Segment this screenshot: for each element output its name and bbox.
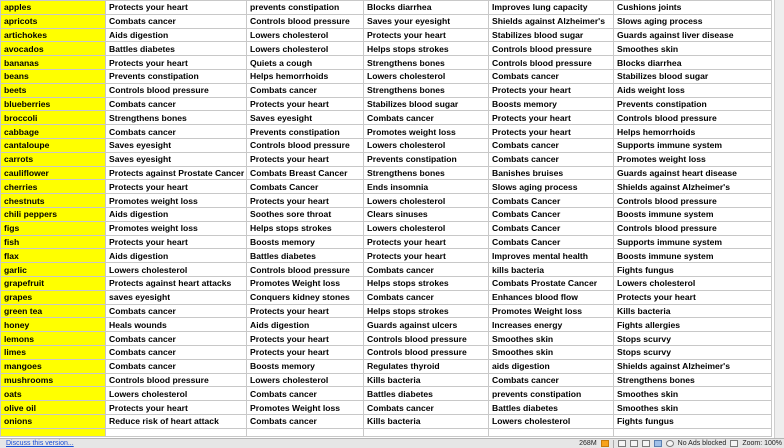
benefit-cell[interactable]: Strengthens bones bbox=[364, 166, 489, 180]
benefit-cell[interactable]: Guards against heart disease bbox=[614, 166, 772, 180]
benefit-cell[interactable]: Ends insomnia bbox=[364, 180, 489, 194]
zoom-level[interactable]: Zoom: 100% bbox=[742, 440, 782, 447]
benefit-cell[interactable]: Reduce risk of heart attack bbox=[106, 414, 247, 428]
benefit-cell[interactable]: Protects your heart bbox=[247, 304, 364, 318]
benefit-cell[interactable]: Saves eyesight bbox=[106, 138, 247, 152]
table-row bbox=[1, 359, 772, 373]
food-cell[interactable]: beets bbox=[1, 83, 106, 97]
benefit-cell[interactable]: Lowers cholesterol bbox=[247, 28, 364, 42]
benefit-cell[interactable]: Lowers cholesterol bbox=[364, 221, 489, 235]
food-cell[interactable]: honey bbox=[1, 318, 106, 332]
discuss-link[interactable]: Discuss this version... bbox=[6, 440, 74, 447]
table-row bbox=[1, 221, 772, 235]
benefit-cell[interactable]: Protects your heart bbox=[106, 235, 247, 249]
table-row bbox=[1, 249, 772, 263]
benefit-cell[interactable]: Protects your heart bbox=[247, 332, 364, 346]
food-cell[interactable]: onions bbox=[1, 414, 106, 428]
benefit-cell[interactable]: Controls blood pressure bbox=[489, 56, 614, 70]
benefit-cell[interactable]: Promotes Weight loss bbox=[247, 401, 364, 415]
table-row bbox=[1, 263, 772, 277]
benefit-cell[interactable]: Smoothes skin bbox=[614, 387, 772, 401]
benefit-cell[interactable]: Protects your heart bbox=[106, 1, 247, 15]
benefit-cell[interactable]: Stabilizes blood sugar bbox=[489, 28, 614, 42]
food-cell[interactable]: limes bbox=[1, 345, 106, 359]
benefit-cell[interactable]: Combats cancer bbox=[364, 401, 489, 415]
benefit-cell[interactable]: Controls blood pressure bbox=[614, 194, 772, 208]
food-cell[interactable]: chili peppers bbox=[1, 207, 106, 221]
food-cell[interactable]: fish bbox=[1, 235, 106, 249]
food-cell[interactable]: grapes bbox=[1, 290, 106, 304]
benefit-cell[interactable]: Combats cancer bbox=[489, 373, 614, 387]
benefit-cell[interactable]: Aids digestion bbox=[106, 207, 247, 221]
table-row bbox=[1, 97, 772, 111]
table-row bbox=[1, 111, 772, 125]
benefit-cell[interactable]: Protects your heart bbox=[247, 194, 364, 208]
benefit-cell[interactable]: Regulates thyroid bbox=[364, 359, 489, 373]
benefit-cell[interactable]: Promotes weight loss bbox=[106, 194, 247, 208]
benefit-cell[interactable]: Increases energy bbox=[489, 318, 614, 332]
benefit-cell[interactable]: Fights allergies bbox=[614, 318, 772, 332]
empty-row bbox=[1, 428, 772, 436]
benefit-cell[interactable]: Combats cancer bbox=[106, 359, 247, 373]
table-row bbox=[1, 69, 772, 83]
benefit-cell[interactable]: Fights fungus bbox=[614, 414, 772, 428]
benefit-cell[interactable]: Strengthens bones bbox=[614, 373, 772, 387]
benefit-cell[interactable]: Promotes weight loss bbox=[614, 152, 772, 166]
benefit-cell[interactable]: Combats cancer bbox=[489, 152, 614, 166]
benefit-cell[interactable]: Lowers cholesterol bbox=[364, 69, 489, 83]
benefit-cell[interactable]: Controls blood pressure bbox=[364, 345, 489, 359]
benefit-cell[interactable]: Smoothes skin bbox=[489, 332, 614, 346]
benefit-cell[interactable]: Combats Cancer bbox=[489, 221, 614, 235]
benefit-cell[interactable]: Smoothes skin bbox=[614, 42, 772, 56]
food-cell[interactable]: flax bbox=[1, 249, 106, 263]
food-cell[interactable]: mushrooms bbox=[1, 373, 106, 387]
benefit-cell[interactable]: Boosts memory bbox=[247, 235, 364, 249]
benefit-cell[interactable]: Combats cancer bbox=[247, 414, 364, 428]
benefit-cell[interactable]: Protects your heart bbox=[247, 152, 364, 166]
food-cell[interactable]: cherries bbox=[1, 180, 106, 194]
benefit-cell[interactable]: Shields against Alzheimer's bbox=[489, 14, 614, 28]
table-row bbox=[1, 345, 772, 359]
benefit-cell[interactable]: Controls blood pressure bbox=[614, 221, 772, 235]
table-row bbox=[1, 42, 772, 56]
table-row bbox=[1, 166, 772, 180]
benefit-cell[interactable]: Boosts immune system bbox=[614, 249, 772, 263]
benefit-cell[interactable]: Protects your heart bbox=[489, 125, 614, 139]
benefit-cell[interactable]: prevents constipation bbox=[247, 1, 364, 15]
benefit-cell[interactable]: Prevents constipation bbox=[364, 152, 489, 166]
food-cell[interactable]: cauliflower bbox=[1, 166, 106, 180]
benefit-cell[interactable]: Lowers cholesterol bbox=[614, 276, 772, 290]
benefit-cell[interactable]: Controls blood pressure bbox=[489, 42, 614, 56]
benefit-cell[interactable]: Battles diabetes bbox=[489, 401, 614, 415]
benefit-cell[interactable]: Battles diabetes bbox=[247, 249, 364, 263]
benefit-cell[interactable]: Shields against Alzheimer's bbox=[614, 359, 772, 373]
benefit-cell[interactable]: Protects your heart bbox=[489, 111, 614, 125]
food-cell[interactable]: lemons bbox=[1, 332, 106, 346]
benefit-cell[interactable]: Strengthens bones bbox=[364, 56, 489, 70]
benefit-cell[interactable]: Controls blood pressure bbox=[247, 263, 364, 277]
benefit-cell[interactable]: Aids digestion bbox=[106, 249, 247, 263]
table-row bbox=[1, 152, 772, 166]
table-row bbox=[1, 28, 772, 42]
benefit-cell[interactable]: Controls blood pressure bbox=[247, 138, 364, 152]
benefit-cell[interactable]: Helps stops strokes bbox=[364, 42, 489, 56]
benefit-cell[interactable]: Combats cancer bbox=[247, 83, 364, 97]
benefit-cell[interactable]: Helps stops strokes bbox=[364, 304, 489, 318]
benefit-cell[interactable]: Slows aging process bbox=[614, 14, 772, 28]
benefit-cell[interactable]: Combats Cancer bbox=[489, 207, 614, 221]
empty-cell[interactable] bbox=[247, 428, 364, 436]
food-cell[interactable]: green tea bbox=[1, 304, 106, 318]
benefit-cell[interactable]: Controls blood pressure bbox=[106, 83, 247, 97]
benefit-cell[interactable]: Combats cancer bbox=[106, 332, 247, 346]
benefit-cell[interactable]: Protects your heart bbox=[614, 290, 772, 304]
benefit-cell[interactable]: Protects your heart bbox=[106, 401, 247, 415]
divider bbox=[613, 440, 614, 448]
benefit-cell[interactable]: Clears sinuses bbox=[364, 207, 489, 221]
benefit-cell[interactable]: Controls blood pressure bbox=[364, 332, 489, 346]
benefit-cell[interactable]: Guards against liver disease bbox=[614, 28, 772, 42]
benefit-cell[interactable]: Boosts immune system bbox=[614, 207, 772, 221]
benefit-cell[interactable]: Protects your heart bbox=[364, 28, 489, 42]
benefit-cell[interactable]: Controls blood pressure bbox=[247, 14, 364, 28]
benefit-cell[interactable]: Guards against ulcers bbox=[364, 318, 489, 332]
benefit-cell[interactable]: Lowers cholesterol bbox=[489, 414, 614, 428]
benefit-cell[interactable]: Boosts memory bbox=[489, 97, 614, 111]
table-row bbox=[1, 1, 772, 15]
benefit-cell[interactable]: Prevents constipation bbox=[614, 97, 772, 111]
window-icon[interactable] bbox=[618, 440, 626, 447]
vertical-scrollbar[interactable] bbox=[774, 0, 784, 438]
benefit-cell[interactable]: Protects your heart bbox=[247, 345, 364, 359]
empty-cell[interactable] bbox=[614, 428, 772, 436]
benefit-cell[interactable]: Combats Cancer bbox=[247, 180, 364, 194]
table-row bbox=[1, 290, 772, 304]
food-cell[interactable]: garlic bbox=[1, 263, 106, 277]
benefit-cell[interactable]: Blocks diarrhea bbox=[614, 56, 772, 70]
benefit-cell[interactable]: Protects your heart bbox=[489, 83, 614, 97]
benefit-cell[interactable]: Combats cancer bbox=[247, 387, 364, 401]
benefit-cell[interactable]: Battles diabetes bbox=[106, 42, 247, 56]
benefit-cell[interactable]: Lowers cholesterol bbox=[364, 194, 489, 208]
benefit-cell[interactable]: Shields against Alzheimer's bbox=[614, 180, 772, 194]
benefit-cell[interactable]: Protects your heart bbox=[106, 180, 247, 194]
benefit-cell[interactable]: aids digestion bbox=[489, 359, 614, 373]
benefit-cell[interactable]: Helps stops strokes bbox=[364, 276, 489, 290]
table-row bbox=[1, 235, 772, 249]
empty-cell[interactable] bbox=[364, 428, 489, 436]
benefit-cell[interactable]: Combats Cancer bbox=[489, 194, 614, 208]
food-cell[interactable]: grapefruit bbox=[1, 276, 106, 290]
benefit-cell[interactable]: Stabilizes blood sugar bbox=[364, 97, 489, 111]
benefit-cell[interactable]: Promotes Weight loss bbox=[247, 276, 364, 290]
food-cell[interactable]: apples bbox=[1, 1, 106, 15]
benefit-cell[interactable]: Aids weight loss bbox=[614, 83, 772, 97]
benefit-cell[interactable]: Stops scurvy bbox=[614, 332, 772, 346]
benefit-cell[interactable]: Combats cancer bbox=[364, 111, 489, 125]
benefit-cell[interactable]: Helps stops strokes bbox=[247, 221, 364, 235]
benefit-cell[interactable]: Combats cancer bbox=[489, 69, 614, 83]
food-cell[interactable]: artichokes bbox=[1, 28, 106, 42]
table-row bbox=[1, 276, 772, 290]
benefit-cell[interactable]: Helps hemorrhoids bbox=[247, 69, 364, 83]
benefit-cell[interactable]: Helps hemorrhoids bbox=[614, 125, 772, 139]
benefit-cell[interactable]: Protects your heart bbox=[364, 249, 489, 263]
benefit-cell[interactable]: Prevents constipation bbox=[106, 69, 247, 83]
benefit-cell[interactable]: Combats cancer bbox=[364, 290, 489, 304]
food-cell[interactable]: beans bbox=[1, 69, 106, 83]
benefit-cell[interactable]: Strengthens bones bbox=[106, 111, 247, 125]
empty-cell[interactable] bbox=[1, 428, 106, 436]
benefit-cell[interactable]: Combats Prostate Cancer bbox=[489, 276, 614, 290]
benefit-cell[interactable]: Promotes weight loss bbox=[106, 221, 247, 235]
benefit-cell[interactable]: Saves eyesight bbox=[247, 111, 364, 125]
benefit-cell[interactable]: Prevents constipation bbox=[247, 125, 364, 139]
benefit-cell[interactable]: Combats cancer bbox=[106, 125, 247, 139]
benefit-cell[interactable]: Combats cancer bbox=[106, 345, 247, 359]
benefit-cell[interactable]: Stops scurvy bbox=[614, 345, 772, 359]
benefit-cell[interactable]: Blocks diarrhea bbox=[364, 1, 489, 15]
benefit-cell[interactable]: Supports immune system bbox=[614, 138, 772, 152]
food-cell[interactable]: broccoli bbox=[1, 111, 106, 125]
lightning-icon[interactable] bbox=[601, 440, 609, 447]
food-cell[interactable]: olive oil bbox=[1, 401, 106, 415]
status-bar bbox=[0, 438, 784, 448]
benefit-cell[interactable]: Protects your heart bbox=[364, 235, 489, 249]
table-row bbox=[1, 180, 772, 194]
food-cell[interactable]: cantaloupe bbox=[1, 138, 106, 152]
benefit-cell[interactable]: Combats Cancer bbox=[489, 235, 614, 249]
benefit-cell[interactable]: Protects your heart bbox=[106, 56, 247, 70]
benefit-cell[interactable]: Saves your eyesight bbox=[364, 14, 489, 28]
food-cell[interactable]: blueberries bbox=[1, 97, 106, 111]
benefit-cell[interactable]: Lowers cholesterol bbox=[247, 373, 364, 387]
benefit-cell[interactable]: Promotes Weight loss bbox=[489, 304, 614, 318]
benefit-cell[interactable]: Aids digestion bbox=[106, 28, 247, 42]
benefit-cell[interactable]: Kills bacteria bbox=[364, 414, 489, 428]
benefit-cell[interactable]: kills bacteria bbox=[489, 263, 614, 277]
table-row bbox=[1, 414, 772, 428]
cloud-icon[interactable] bbox=[654, 440, 662, 447]
benefit-cell[interactable]: Stabilizes blood sugar bbox=[614, 69, 772, 83]
benefit-cell[interactable]: Lowers cholesterol bbox=[247, 42, 364, 56]
benefit-cell[interactable]: Enhances blood flow bbox=[489, 290, 614, 304]
folder-icon[interactable] bbox=[642, 440, 650, 447]
benefit-cell[interactable]: Lowers cholesterol bbox=[106, 387, 247, 401]
benefit-cell[interactable]: Combats cancer bbox=[106, 14, 247, 28]
table-row bbox=[1, 138, 772, 152]
benefit-cell[interactable]: Kills bacteria bbox=[364, 373, 489, 387]
food-cell[interactable]: cabbage bbox=[1, 125, 106, 139]
table-row bbox=[1, 318, 772, 332]
table-row bbox=[1, 125, 772, 139]
empty-cell[interactable] bbox=[489, 428, 614, 436]
benefit-cell[interactable]: Smoothes skin bbox=[614, 401, 772, 415]
benefit-cell[interactable]: Promotes weight loss bbox=[364, 125, 489, 139]
benefit-cell[interactable]: Slows aging process bbox=[489, 180, 614, 194]
benefit-cell[interactable]: Conquers kidney stones bbox=[247, 290, 364, 304]
benefit-cell[interactable]: Combats cancer bbox=[106, 97, 247, 111]
benefit-cell[interactable]: Controls blood pressure bbox=[106, 373, 247, 387]
benefit-cell[interactable]: Battles diabetes bbox=[364, 387, 489, 401]
benefit-cell[interactable]: prevents constipation bbox=[489, 387, 614, 401]
benefit-cell[interactable]: Strengthens bones bbox=[364, 83, 489, 97]
food-cell[interactable]: mangoes bbox=[1, 359, 106, 373]
benefit-cell[interactable]: Quiets a cough bbox=[247, 56, 364, 70]
benefit-cell[interactable]: Controls blood pressure bbox=[614, 111, 772, 125]
table-row bbox=[1, 373, 772, 387]
zoom-icon[interactable] bbox=[730, 440, 738, 447]
benefit-cell[interactable]: Fights fungus bbox=[614, 263, 772, 277]
benefit-cell[interactable]: Saves eyesight bbox=[106, 152, 247, 166]
table-row bbox=[1, 194, 772, 208]
benefit-cell[interactable]: Aids digestion bbox=[247, 318, 364, 332]
benefit-cell[interactable]: Boosts memory bbox=[247, 359, 364, 373]
benefit-cell[interactable]: Supports immune system bbox=[614, 235, 772, 249]
table-row bbox=[1, 83, 772, 97]
benefit-cell[interactable]: Protects against Prostate Cancer bbox=[106, 166, 247, 180]
benefit-cell[interactable]: Cushions joints bbox=[614, 1, 772, 15]
food-cell[interactable]: bananas bbox=[1, 56, 106, 70]
benefit-cell[interactable]: Combats cancer bbox=[489, 138, 614, 152]
benefit-cell[interactable]: Combats Breast Cancer bbox=[247, 166, 364, 180]
food-cell[interactable]: oats bbox=[1, 387, 106, 401]
food-cell[interactable]: avocados bbox=[1, 42, 106, 56]
benefit-cell[interactable]: Heals wounds bbox=[106, 318, 247, 332]
benefit-cell[interactable]: Lowers cholesterol bbox=[364, 138, 489, 152]
benefit-cell[interactable]: Kills bacteria bbox=[614, 304, 772, 318]
food-cell[interactable]: figs bbox=[1, 221, 106, 235]
food-cell[interactable]: carrots bbox=[1, 152, 106, 166]
benefit-cell[interactable]: Protects against heart attacks bbox=[106, 276, 247, 290]
benefit-cell[interactable]: Soothes sore throat bbox=[247, 207, 364, 221]
table-row bbox=[1, 56, 772, 70]
panel-icon[interactable] bbox=[630, 440, 638, 447]
benefit-cell[interactable]: Improves mental health bbox=[489, 249, 614, 263]
table-row bbox=[1, 332, 772, 346]
table-row bbox=[1, 401, 772, 415]
benefit-cell[interactable]: Combats cancer bbox=[364, 263, 489, 277]
benefit-cell[interactable]: saves eyesight bbox=[106, 290, 247, 304]
status-right bbox=[579, 439, 782, 448]
table-row bbox=[1, 304, 772, 318]
empty-cell[interactable] bbox=[106, 428, 247, 436]
benefit-cell[interactable]: Protects your heart bbox=[247, 97, 364, 111]
benefit-cell[interactable]: Banishes bruises bbox=[489, 166, 614, 180]
adblock-status: No Ads blocked bbox=[677, 440, 727, 447]
table-row bbox=[1, 207, 772, 221]
food-cell[interactable]: apricots bbox=[1, 14, 106, 28]
benefit-cell[interactable]: Lowers cholesterol bbox=[106, 263, 247, 277]
benefit-cell[interactable]: Improves lung capacity bbox=[489, 1, 614, 15]
memory-readout: 268M bbox=[579, 440, 597, 447]
food-cell[interactable]: chestnuts bbox=[1, 194, 106, 208]
table-row bbox=[1, 14, 772, 28]
benefit-cell[interactable]: Smoothes skin bbox=[489, 345, 614, 359]
adblock-icon[interactable] bbox=[666, 440, 674, 447]
benefit-cell[interactable]: Combats cancer bbox=[106, 304, 247, 318]
table-row bbox=[1, 387, 772, 401]
